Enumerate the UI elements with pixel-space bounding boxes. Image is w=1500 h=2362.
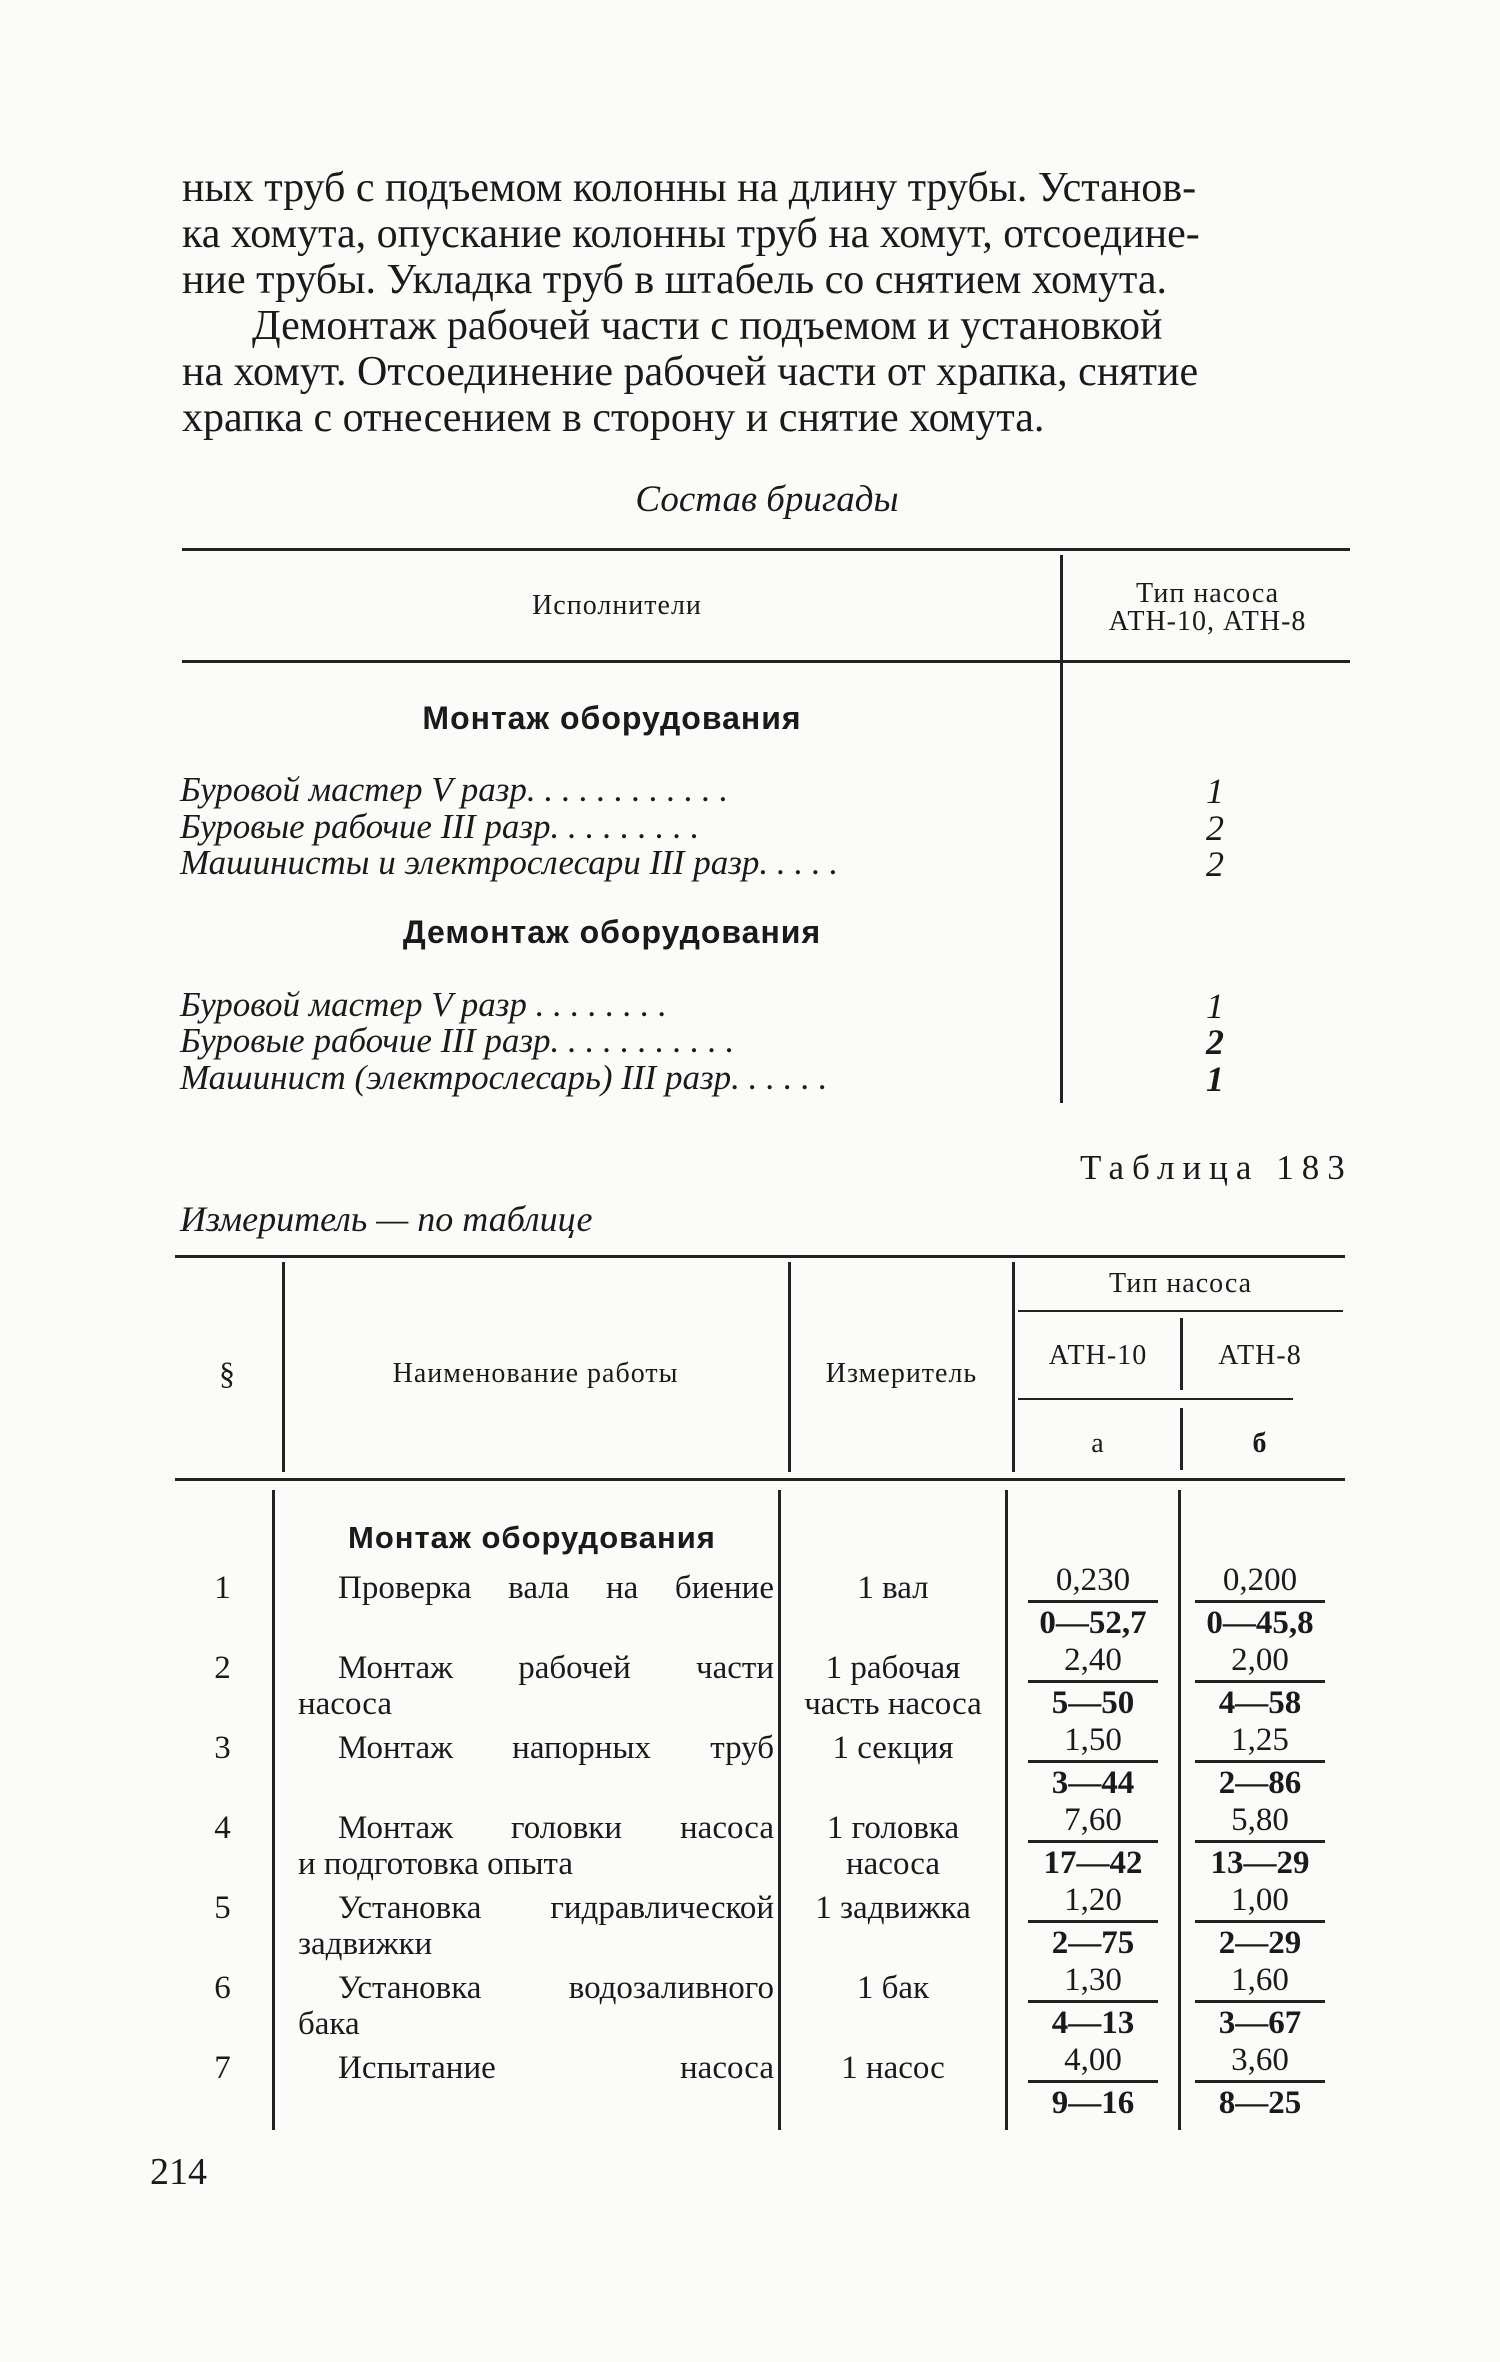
- norm-cost: 9—16: [1051, 2085, 1135, 2121]
- pump-columns-divider: [1180, 1318, 1183, 1390]
- norm-time: 1,60: [1231, 1962, 1289, 1998]
- table-body-divider: [272, 1490, 275, 2130]
- crew-row-name: Буровой мастер V разр . . . . . . . .: [180, 985, 667, 1024]
- crew-header-pump-line2: АТН-10, АТН-8: [1108, 606, 1307, 637]
- row-number: 2: [214, 1650, 231, 1686]
- row-norm-b: [1195, 2042, 1325, 2121]
- row-norm-b: [1195, 1642, 1325, 1721]
- crew-row-count: 2: [1206, 1022, 1224, 1062]
- norm-time: 2,40: [1064, 1642, 1122, 1678]
- norm-cost: 2—75: [1051, 1925, 1135, 1961]
- row-meter-line1: 1 вал: [857, 1570, 929, 1606]
- row-work-line1: Проверка вала на биение: [338, 1570, 774, 1606]
- row-number: 3: [214, 1730, 231, 1766]
- table-caption: Таблица 183: [1080, 1148, 1353, 1187]
- table-meter-note: Измеритель — по таблице: [180, 1199, 593, 1239]
- crew-row-name: Буровые рабочие III разр. . . . . . . . .: [180, 807, 700, 846]
- row-norm-a: [1028, 1722, 1158, 1801]
- intro-line: ка хомута, опускание колонны труб на хомут, отсоедине-: [182, 211, 1200, 257]
- row-norm-b: [1195, 1882, 1325, 1961]
- fraction-bar: [1195, 2080, 1325, 2083]
- row-work-line2: задвижки: [298, 1926, 433, 1962]
- row-number: 1: [214, 1570, 231, 1606]
- table-header-divider: [788, 1262, 791, 1472]
- header-pump-type: Тип насоса: [1108, 1268, 1253, 1299]
- crew-row-count: 1: [1206, 771, 1224, 811]
- table-section-title: Монтаж оборудования: [348, 1520, 716, 1555]
- row-meter-line1: 1 секция: [832, 1730, 954, 1766]
- row-work-line2: насоса: [298, 1686, 392, 1722]
- norm-time: 0,200: [1222, 1562, 1298, 1598]
- crew-row-count: 2: [1206, 808, 1224, 848]
- row-norm-a: [1028, 1642, 1158, 1721]
- norm-time: 1,30: [1064, 1962, 1122, 1998]
- fraction-bar: [1028, 1680, 1158, 1683]
- pump-type-rule: [1018, 1310, 1343, 1312]
- crew-row-name: Буровые рабочие III разр. . . . . . . . . . .: [180, 1021, 735, 1060]
- fraction-bar: [1195, 1680, 1325, 1683]
- row-work-line2: и подготовка опыта: [298, 1846, 573, 1882]
- row-norm-b: [1195, 1962, 1325, 2041]
- row-norm-b: [1195, 1562, 1325, 1641]
- norm-cost: 8—25: [1218, 2085, 1302, 2121]
- fraction-bar: [1028, 2000, 1158, 2003]
- norm-cost: 3—44: [1051, 1765, 1135, 1801]
- intro-line: ных труб с подъемом колонны на длину трубы. Установ-: [182, 165, 1197, 211]
- fraction-bar: [1195, 1600, 1325, 1603]
- row-meter-line1: 1 бак: [856, 1970, 930, 2006]
- norm-time: 1,20: [1064, 1882, 1122, 1918]
- norm-time: 1,00: [1231, 1882, 1289, 1918]
- fraction-bar: [1028, 1840, 1158, 1843]
- header-col-a: АТН-10: [1048, 1340, 1148, 1371]
- row-norm-a: [1028, 1962, 1158, 2041]
- header-col-b: АТН-8: [1218, 1340, 1302, 1371]
- row-meter-line2: насоса: [846, 1846, 940, 1882]
- page-number: 214: [150, 2151, 207, 2193]
- norm-cost: 5—50: [1051, 1685, 1135, 1721]
- crew-row-count: 1: [1206, 986, 1224, 1026]
- row-norm-a: [1028, 1562, 1158, 1641]
- fraction-bar: [1195, 1760, 1325, 1763]
- row-meter-line1: 1 рабочая: [825, 1650, 961, 1686]
- pump-columns-divider: [1180, 1408, 1183, 1470]
- norm-time: 7,60: [1064, 1802, 1122, 1838]
- row-number: 4: [214, 1810, 231, 1846]
- row-meter-line2: часть насоса: [804, 1686, 982, 1722]
- norm-time: 1,50: [1064, 1722, 1122, 1758]
- crew-row-count: 2: [1206, 844, 1224, 884]
- row-number: 5: [214, 1890, 231, 1926]
- crew-table-header-rule: [182, 660, 1350, 663]
- intro-line: на хомут. Отсоединение рабочей части от храпка, снятие: [182, 349, 1199, 395]
- norm-time: 2,00: [1231, 1642, 1289, 1678]
- norm-time: 3,60: [1231, 2042, 1289, 2078]
- row-number: 7: [214, 2050, 231, 2086]
- table-header-divider: [1012, 1262, 1015, 1472]
- norm-cost: 3—67: [1218, 2005, 1302, 2041]
- crew-table-divider: [1060, 555, 1063, 1103]
- row-meter-line1: 1 задвижка: [815, 1890, 971, 1926]
- row-norm-a: [1028, 1802, 1158, 1881]
- norm-time: 0,230: [1055, 1562, 1131, 1598]
- row-norm-b: [1195, 1722, 1325, 1801]
- norm-time: 4,00: [1064, 2042, 1122, 2078]
- row-work-line1: Испытание насоса: [338, 2050, 774, 2086]
- table-body-divider: [1178, 1490, 1181, 2130]
- pump-letters-rule: [1018, 1398, 1293, 1400]
- norm-cost: 4—58: [1218, 1685, 1302, 1721]
- crew-table-top-rule: [182, 548, 1350, 551]
- norm-time: 1,25: [1231, 1722, 1289, 1758]
- row-work-line2: бака: [298, 2006, 360, 2042]
- fraction-bar: [1028, 1760, 1158, 1763]
- intro-line: Демонтаж рабочей части с подъемом и установкой: [252, 303, 1163, 349]
- crew-row-name: Машинисты и электрослесари III разр. . . . .: [180, 843, 839, 882]
- fraction-bar: [1195, 1840, 1325, 1843]
- crew-header-pump-line1: Тип насоса: [1135, 578, 1280, 609]
- table-body-divider: [778, 1490, 781, 2130]
- row-norm-b: [1195, 1802, 1325, 1881]
- norm-time: 5,80: [1231, 1802, 1289, 1838]
- table-body-divider: [1005, 1490, 1008, 2130]
- norm-cost: 0—45,8: [1206, 1605, 1314, 1641]
- norm-cost: 4—13: [1051, 2005, 1135, 2041]
- header-col-b-letter: б: [1252, 1428, 1268, 1459]
- norm-cost: 2—86: [1218, 1765, 1302, 1801]
- row-work-line1: Монтаж напорных труб: [338, 1730, 774, 1766]
- table-header-bottom-rule: [175, 1478, 1345, 1481]
- norm-cost: 0—52,7: [1039, 1605, 1147, 1641]
- row-work-line1: Установка гидравлической: [338, 1890, 774, 1926]
- fraction-bar: [1028, 1600, 1158, 1603]
- crew-header-performers: Исполнители: [532, 590, 702, 621]
- header-col-a-letter: а: [1091, 1428, 1105, 1459]
- row-norm-a: [1028, 2042, 1158, 2121]
- intro-line: храпка с отнесением в сторону и снятие хомута.: [182, 395, 1045, 441]
- row-work-line1: Установка водозаливного: [338, 1970, 774, 2006]
- fraction-bar: [1028, 1920, 1158, 1923]
- norm-cost: 13—29: [1210, 1845, 1310, 1881]
- crew-row-count: 1: [1206, 1059, 1224, 1099]
- crew-title: Состав бригады: [635, 479, 899, 520]
- row-number: 6: [214, 1970, 231, 2006]
- row-meter-line1: 1 насос: [841, 2050, 945, 2086]
- crew-row-name: Машинист (электрослесарь) III разр. . . . . .: [180, 1058, 828, 1097]
- fraction-bar: [1195, 1920, 1325, 1923]
- crew-section-title: Монтаж оборудования: [422, 700, 802, 736]
- crew-section-title: Демонтаж оборудования: [402, 914, 822, 950]
- row-meter-line1: 1 головка: [826, 1810, 960, 1846]
- crew-row-name: Буровой мастер V разр. . . . . . . . . . . .: [180, 770, 729, 809]
- header-section: §: [219, 1355, 236, 1391]
- table-header-divider: [282, 1262, 285, 1472]
- fraction-bar: [1195, 2000, 1325, 2003]
- row-work-line1: Монтаж рабочей части: [338, 1650, 774, 1686]
- header-work: Наименование работы: [392, 1358, 679, 1389]
- row-work-line1: Монтаж головки насоса: [338, 1810, 774, 1846]
- norm-cost: 2—29: [1218, 1925, 1302, 1961]
- norm-cost: 17—42: [1043, 1845, 1143, 1881]
- table-top-rule: [175, 1255, 1345, 1258]
- intro-paragraph: [182, 165, 1352, 441]
- header-meter: Измеритель: [825, 1358, 978, 1389]
- fraction-bar: [1028, 2080, 1158, 2083]
- row-norm-a: [1028, 1882, 1158, 1961]
- intro-line: ние трубы. Укладка труб в штабель со снятием хомута.: [182, 257, 1167, 303]
